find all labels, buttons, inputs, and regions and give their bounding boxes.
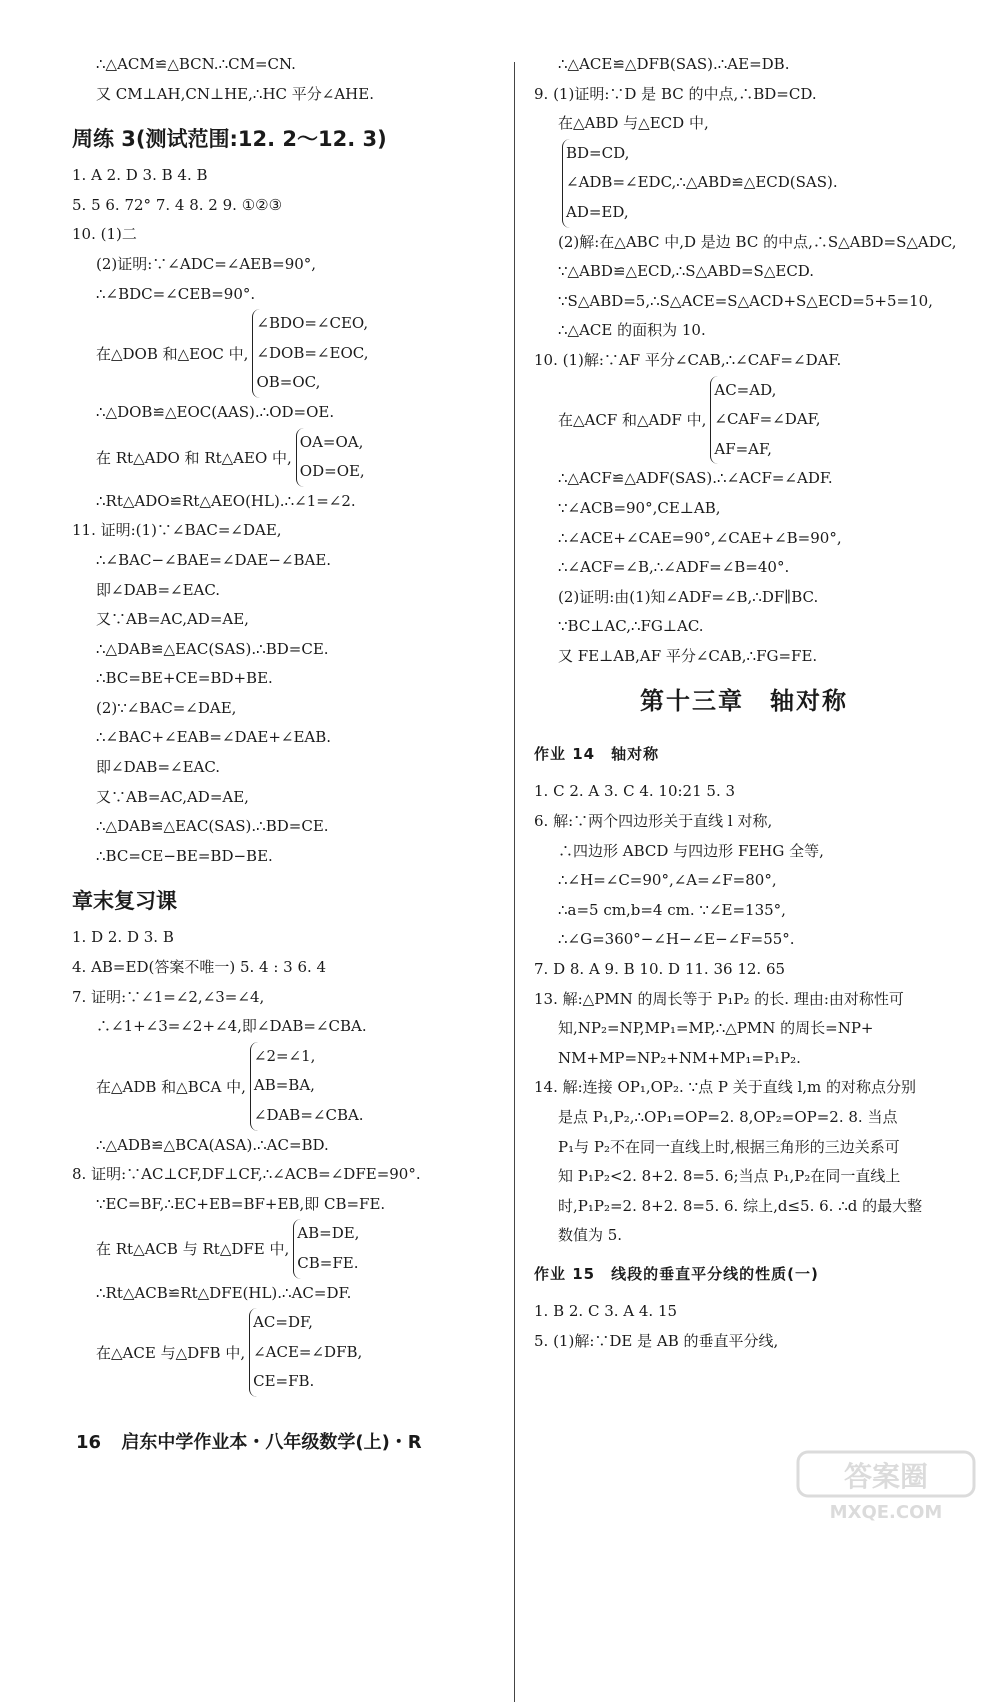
answer-line: ∴a=5 cm,b=4 cm. ∵∠E=135°, [558,900,786,919]
equation-system [72,1308,492,1397]
system-line: ∠2=∠1, [253,1046,316,1065]
answer-line: ∴BC=CE−BE=BD−BE. [96,846,273,865]
answer-line: 6. 解:∵两个四边形关于直线 l 对称, [534,812,773,831]
answer-line: 知 P₁P₂<2. 8+2. 8=5. 6;当点 P₁,P₂在同一直线上 [558,1167,901,1186]
brace [252,309,368,398]
equation-system [72,309,492,398]
answer-line: 5. 5 6. 72° 7. 4 8. 2 9. ①②③ [72,195,283,214]
answer-line: 14. 解:连接 OP₁,OP₂. ∵点 P 关于直线 l,m 的对称点分别 [534,1078,917,1097]
system-line: ∠DOB=∠EOC, [256,343,369,362]
brace [562,139,838,228]
answer-line: 时,P₁P₂=2. 8+2. 8=5. 6. 综上,d≤5. 6. ∴d 的最大整 [558,1196,923,1215]
text-line: 又 CM⊥AH,CN⊥HE,∴HC 平分∠AHE. [96,84,374,103]
answer-line: ∴△ADB≌△BCA(ASA).∴AC=BD. [96,1135,329,1154]
answer-line: ∴Rt△ACB≌Rt△DFE(HL).∴AC=DF. [96,1283,352,1302]
system-line: BD=CD, [566,143,630,162]
answer-line: 1. C 2. A 3. C 4. 10:21 5. 3 [534,782,736,801]
watermark-logo [796,1450,976,1522]
system-line: OB=OC, [256,373,321,392]
equation-system [72,1042,492,1131]
system-line: ∠ACE=∠DFB, [253,1342,363,1361]
answer-line: 又 FE⊥AB,AF 平分∠CAB,∴FG=FE. [558,646,818,665]
answer-line: (2)解:在△ABC 中,D 是边 BC 的中点,∴S△ABD=S△ADC, [558,232,957,251]
answer-line: (2)∵∠BAC=∠DAE, [96,698,237,717]
equation-system [72,428,492,487]
answer-line: ∴∠G=360°−∠H−∠E−∠F=55°. [558,930,795,949]
answer-line: ∵∠ACB=90°,CE⊥AB, [558,498,721,517]
chapter-title: 第十三章 轴对称 [640,687,848,716]
answer-line: 在△ABD 与△ECD 中, [558,114,709,133]
system-line: AC=AD, [714,380,777,399]
watermark-graphic [796,1450,976,1522]
answer-line: 是点 P₁,P₂,∴OP₁=OP=2. 8,OP₂=OP=2. 8. 当点 [558,1108,898,1126]
equation-system [534,139,954,228]
system-line: AC=DF, [253,1313,313,1332]
answer-line: (2)证明:∵∠ADC=∠AEB=90°, [96,254,317,273]
answer-line: ∴△ACE≌△DFB(SAS).∴AE=DB. [558,55,790,73]
brace [249,1308,362,1397]
system-line: ∠DAB=∠CBA. [253,1106,364,1124]
brace [710,376,820,465]
system-line: AB=DE, [297,1224,360,1243]
system-line: CB=FE. [297,1253,359,1272]
equation-system [72,1219,492,1278]
answer-line: 9. (1)证明:∵D 是 BC 的中点,∴BD=CD. [534,84,817,103]
page-footer [76,1428,422,1454]
answer-line: ∴∠BDC=∠CEB=90°. [96,284,256,303]
system-prefix: 在△ACF 和△ADF 中, [558,411,707,430]
watermark-text: 答案圈 [843,1460,929,1493]
answer-line: ∴∠ACE+∠CAE=90°,∠CAE+∠B=90°, [558,528,842,547]
system-prefix: 在△ACE 与△DFB 中, [96,1344,246,1363]
system-line: ∠CAF=∠DAF, [714,410,821,429]
answer-line: ∴Rt△ADO≌Rt△AEO(HL).∴∠1=∠2. [96,491,356,510]
text-line: ∴△ACM≌△BCN.∴CM=CN. [96,55,296,73]
brace [293,1219,359,1278]
page-number: 16 [76,1432,102,1453]
answer-line: ∵S△ABD=5,∴S△ACE=S△ACD+S△ECD=5+5=10, [558,291,933,310]
answer-line: 即∠DAB=∠EAC. [96,758,221,777]
brace [296,428,365,487]
section-heading-hw14: 作业 14 轴对称 [534,745,660,764]
system-prefix: 在 Rt△ADO 和 Rt△AEO 中, [96,448,292,467]
system-prefix: 在△DOB 和△EOC 中, [96,345,249,364]
answer-line: ∴四边形 ABCD 与四边形 FEHG 全等, [558,841,824,860]
answer-line: 1. B 2. C 3. A 4. 15 [534,1301,678,1320]
answer-line: 即∠DAB=∠EAC. [96,580,221,599]
answer-line: P₁与 P₂不在同一直线上时,根据三角形的三边关系可 [558,1137,900,1156]
section-heading-hw15: 作业 15 线段的垂直平分线的性质(一) [534,1264,819,1283]
answer-line: 数值为 5. [558,1226,623,1245]
answer-line: ∵△ABD≌△ECD,∴S△ABD=S△ECD. [558,262,815,281]
system-line: AF=AF, [714,439,772,458]
answer-line: 又∵AB=AC,AD=AE, [96,787,249,806]
answer-line: ∴△ACF≌△ADF(SAS).∴∠ACF=∠ADF. [558,469,833,488]
answer-line: ∴△DOB≌△EOC(AAS).∴OD=OE. [96,402,335,421]
answer-line: ∴△DAB≌△EAC(SAS).∴BD=CE. [96,639,329,658]
answer-line: ∴BC=BE+CE=BD+BE. [96,669,273,688]
section-heading-week3: 周练 3(测试范围:12. 2～12. 3) [72,127,387,152]
answer-line: ∴△ACE 的面积为 10. [558,321,706,340]
answer-line: ∴∠ACF=∠B,∴∠ADF=∠B=40°. [558,558,790,577]
column-divider [514,62,515,1702]
answer-line: 10. (1)二 [72,225,137,244]
system-prefix: 在 Rt△ACB 与 Rt△DFE 中, [96,1240,290,1259]
system-line: CE=FB. [253,1372,315,1391]
watermark-url: MXQE.COM [829,1502,943,1522]
section-heading-review: 章末复习课 [72,889,177,914]
answer-line: 5. (1)解:∵DE 是 AB 的垂直平分线, [534,1331,779,1350]
left-column [72,50,492,1397]
answer-line: 8. 证明:∵AC⊥CF,DF⊥CF,∴∠ACB=∠DFE=90°. [72,1165,421,1184]
system-prefix: 在△ADB 和△BCA 中, [96,1077,246,1096]
system-line: OD=OE, [299,462,365,481]
answer-line: ∴△DAB≌△EAC(SAS).∴BD=CE. [96,817,329,836]
answer-line: 13. 解:△PMN 的周长等于 P₁P₂ 的长. 理由:由对称性可 [534,989,904,1008]
answer-line: 又∵AB=AC,AD=AE, [96,610,249,629]
equation-system [534,376,954,465]
answer-line: (2)证明:由(1)知∠ADF=∠B,∴DF∥BC. [558,587,819,606]
answer-line: 知,NP₂=NP,MP₁=MP,∴△PMN 的周长=NP+ [558,1019,874,1038]
answer-line: ∴∠H=∠C=90°,∠A=∠F=80°, [558,871,777,890]
answer-line: ∵EC=BF,∴EC+EB=BF+EB,即 CB=FE. [96,1194,386,1213]
answer-line: 11. 证明:(1)∵∠BAC=∠DAE, [72,521,282,540]
brace [250,1042,364,1131]
book-title: 启东中学作业本・八年级数学(上)・R [121,1432,422,1453]
answer-line: NM+MP=NP₂+NM+MP₁=P₁P₂. [558,1048,801,1067]
system-line: AD=ED, [566,202,629,221]
answer-line: ∴∠1+∠3=∠2+∠4,即∠DAB=∠CBA. [96,1017,367,1036]
answer-line: 7. D 8. A 9. B 10. D 11. 36 12. 65 [534,960,786,979]
system-line: ∠ADB=∠EDC,∴△ABD≌△ECD(SAS). [566,173,838,192]
answer-line: ∴∠BAC−∠BAE=∠DAE−∠BAE. [96,550,332,569]
answer-line: 1. D 2. D 3. B [72,928,174,947]
answer-line: 4. AB=ED(答案不唯一) 5. 4 : 3 6. 4 [72,958,327,977]
answer-line: 10. (1)解:∵AF 平分∠CAB,∴∠CAF=∠DAF. [534,350,842,369]
answer-line: ∵BC⊥AC,∴FG⊥AC. [558,617,704,636]
system-line: OA=OA, [299,432,364,451]
system-line: ∠BDO=∠CEO, [256,314,369,333]
system-line: AB=BA, [253,1076,315,1095]
right-column [534,50,957,1356]
answer-line: 7. 证明:∵∠1=∠2,∠3=∠4, [72,987,265,1006]
answer-line: ∴∠BAC+∠EAB=∠DAE+∠EAB. [96,728,332,747]
answer-line: 1. A 2. D 3. B 4. B [72,166,208,185]
